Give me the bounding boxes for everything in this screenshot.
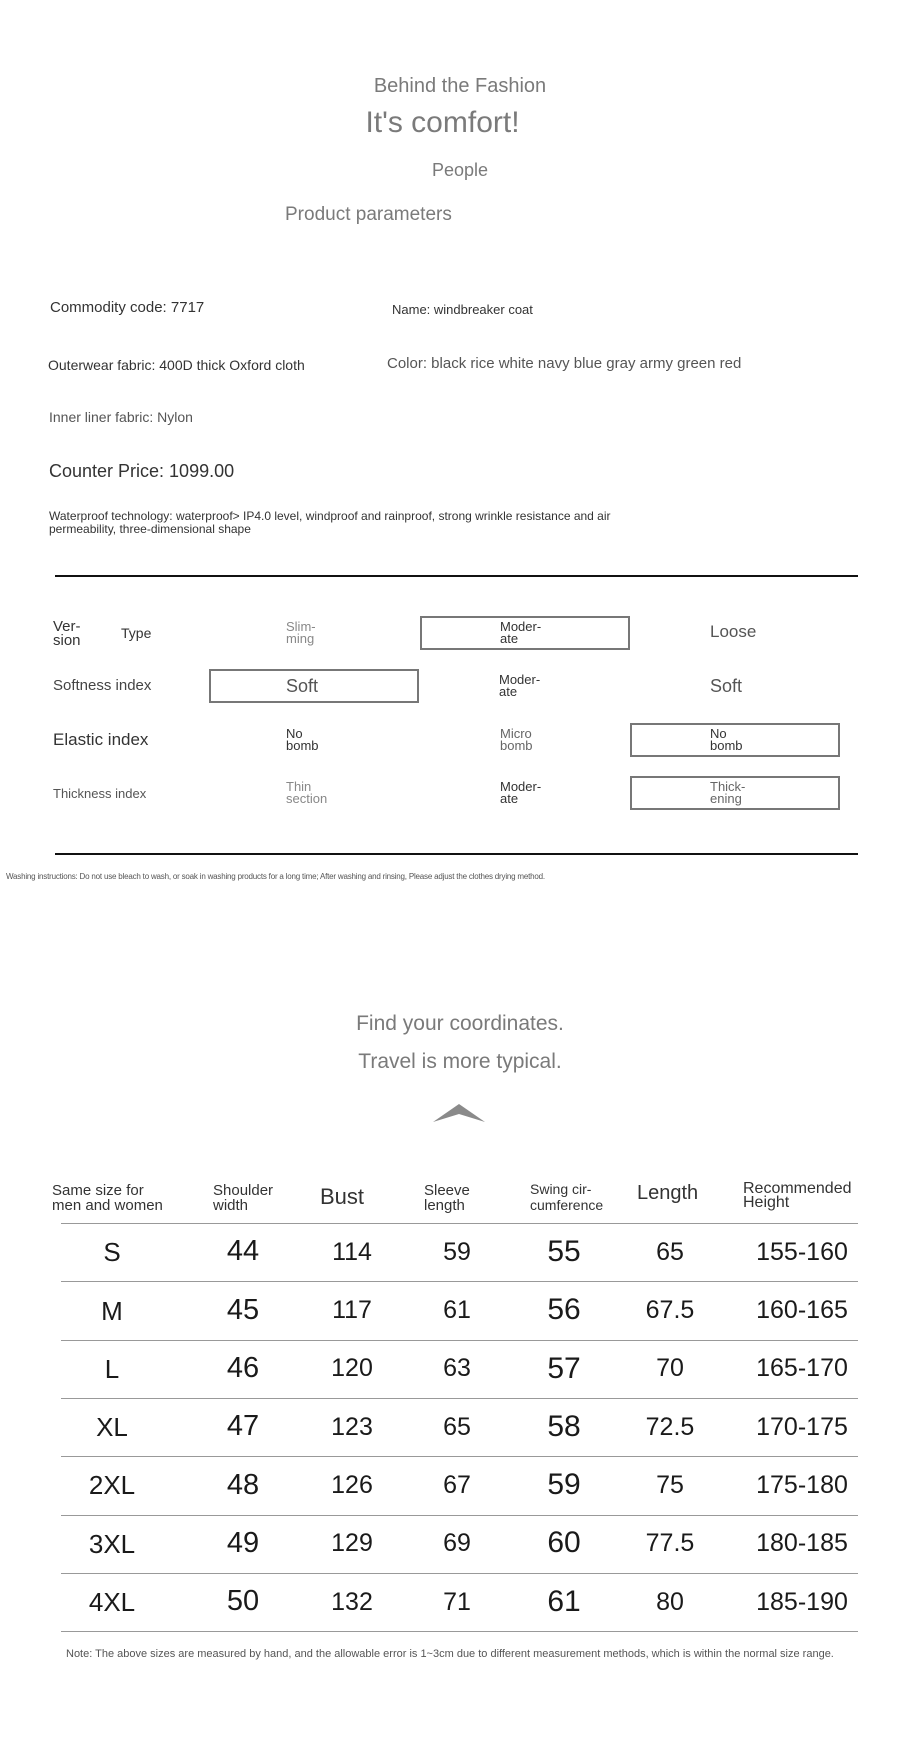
elastic-option-micro-bomb-line-1: Micro [500,726,532,741]
product-name: Name: windbreaker coat [392,302,533,317]
header-tag: People [431,160,489,180]
cell-bust: 129 [331,1529,373,1558]
cell-swing: 61 [547,1584,581,1618]
cell-sleeve: 63 [443,1354,471,1383]
cell-height: 165-170 [756,1354,848,1383]
cell-bust: 120 [331,1354,373,1383]
elastic-option-no-bomb [286,728,319,752]
table-row-divider [61,1398,858,1399]
softness-option-soft-2: Soft [710,676,743,696]
cell-sleeve: 65 [443,1412,471,1441]
header-size [52,1183,163,1213]
elastic-option-no-bomb-2-line-2: bomb [710,738,743,753]
header-swing-line-2: cumference [530,1197,604,1213]
counter-price: Counter Price: 1099.00 [49,461,235,481]
version-option-loose: Loose [710,622,757,641]
cell-size: 4XL [88,1587,136,1617]
version-option-moderate [500,621,541,645]
elastic-option-no-bomb-line-2: bomb [286,738,319,753]
cell-length: 70 [656,1354,684,1383]
cell-length: 80 [656,1587,684,1616]
cell-height: 185-190 [756,1587,848,1616]
cell-bust: 132 [331,1587,373,1616]
cell-sleeve: 67 [443,1470,471,1499]
thickness-option-thin-line-1: Thin [286,779,312,794]
header-swing [530,1181,603,1213]
coordinates-line-1: Find your coordinates. [356,1012,564,1035]
thickness-option-thin-line-2: section [286,791,328,806]
header-subtitle: Behind the Fashion [373,75,547,97]
version-type-label: Type [121,625,152,641]
cell-height: 155-160 [756,1237,848,1266]
cell-sleeve: 59 [443,1237,471,1266]
section-title: Product parameters [285,204,452,225]
cell-height: 175-180 [756,1470,848,1499]
cell-length: 75 [656,1470,684,1499]
version-option-moderate-line-2: ate [500,631,519,646]
waterproof-line-2: permeability, three-dimensional shape [49,522,251,536]
divider-top [55,575,858,577]
product-color: Color: black rice white navy blue gray army green red [387,355,742,372]
table-row-divider [61,1515,858,1516]
elastic-option-micro-bomb-line-2: bomb [500,738,533,753]
cell-height: 180-185 [756,1529,848,1558]
cell-shoulder: 45 [226,1293,260,1326]
header-sleeve [424,1183,470,1213]
cell-swing: 59 [547,1468,581,1502]
thickness-option-moderate-line-2: ate [500,791,519,806]
version-label [53,620,81,648]
divider-bottom [55,853,858,855]
elastic-option-no-bomb-2-line-1: No [710,726,727,741]
cell-length: 77.5 [645,1529,695,1558]
cell-sleeve: 69 [443,1529,471,1558]
cell-size: XL [96,1412,128,1443]
table-row-divider [61,1281,858,1282]
liner-fabric: Inner liner fabric: Nylon [49,409,193,425]
version-option-moderate-line-1: Moder- [500,619,542,634]
header-height-line-2: Height [743,1194,790,1211]
header-bust: Bust [320,1184,365,1209]
version-label-line-2: sion [53,632,81,649]
thickness-label: Thickness index [53,786,147,801]
header-sleeve-line-1: Sleeve [424,1182,470,1199]
version-option-slimming [286,621,316,645]
cell-bust: 114 [332,1237,372,1266]
elastic-option-no-bomb-2 [710,728,743,752]
table-row-divider [61,1223,858,1224]
cell-length: 65 [656,1237,684,1266]
header-title: It's comfort! [365,106,520,139]
header-size-line-1: Same size for [52,1182,144,1199]
cell-sleeve: 71 [443,1587,471,1616]
header-size-line-2: men and women [52,1197,163,1214]
cell-size: S [103,1237,121,1268]
thickness-option-thickening-line-1: Thick- [710,779,746,794]
waterproof-line-1: Waterproof technology: waterproof> IP4.0 level, windproof and rainproof, strong wrinkle resistance and air [49,509,611,523]
header-height [743,1182,852,1210]
cell-shoulder: 44 [226,1235,260,1268]
cell-swing: 60 [547,1526,581,1560]
cell-sleeve: 61 [443,1296,471,1325]
cell-size: 3XL [88,1528,136,1559]
cell-shoulder: 49 [226,1526,260,1559]
table-row-divider [61,1340,858,1341]
header-sleeve-line-2: length [424,1197,465,1214]
table-row-divider [61,1631,858,1632]
cell-size: 2XL [88,1470,136,1501]
thickness-option-moderate [500,781,541,805]
waterproof-tech [49,510,611,536]
version-option-slimming-line-2: ming [286,631,315,646]
softness-option-moderate-line-2: ate [499,684,518,699]
header-height-line-1: Recommended [743,1180,852,1197]
header-swing-line-1: Swing cir- [530,1181,592,1197]
chevron-up-icon [433,1102,485,1124]
cell-length: 72.5 [645,1412,695,1441]
version-option-slimming-line-1: Slim- [286,619,316,634]
cell-swing: 57 [547,1351,581,1385]
elastic-option-no-bomb-line-1: No [286,726,303,741]
cell-length: 67.5 [645,1296,695,1325]
cell-shoulder: 50 [226,1585,260,1618]
thickness-option-thickening-line-2: ening [710,791,742,806]
commodity-code: Commodity code: 7717 [50,299,205,316]
elastic-label: Elastic index [53,730,149,749]
thickness-option-moderate-line-1: Moder- [500,779,542,794]
header-shoulder-line-1: Shoulder [213,1182,274,1199]
cell-size: M [101,1295,123,1326]
table-row-divider [61,1456,858,1457]
outer-fabric: Outerwear fabric: 400D thick Oxford cloth [48,357,305,373]
cell-swing: 58 [547,1409,581,1443]
cell-swing: 56 [547,1293,581,1327]
cell-height: 160-165 [756,1296,848,1325]
cell-swing: 55 [547,1234,581,1268]
cell-shoulder: 48 [226,1468,260,1501]
header-shoulder-line-2: width [213,1197,249,1214]
softness-option-moderate-line-1: Moder- [499,672,541,687]
header-shoulder [213,1183,273,1213]
header-length: Length [637,1182,699,1204]
thickness-option-thin [286,781,327,805]
cell-bust: 123 [331,1412,373,1441]
softness-option-soft: Soft [286,676,319,696]
cell-shoulder: 46 [226,1352,260,1385]
elastic-option-micro-bomb [500,728,533,752]
cell-size: L [104,1353,120,1384]
coordinates-line-2: Travel is more typical. [358,1050,562,1073]
measurement-note: Note: The above sizes are measured by hand, and the allowable error is 1~3cm due to different measurement methods, which is within the normal size range. [66,1648,834,1660]
cell-bust: 117 [332,1296,372,1325]
version-label-line-1: Ver- [53,618,81,635]
cell-bust: 126 [331,1470,373,1499]
cell-shoulder: 47 [226,1410,260,1443]
washing-instructions: Washing instructions: Do not use bleach to wash, or soak in washing products for a long time; After washing and rinsing, Please adjust the clothes drying method. [6,872,545,881]
softness-option-moderate [499,674,540,698]
softness-label: Softness index [53,677,152,694]
thickness-option-thickening [710,781,745,805]
table-row-divider [61,1573,858,1574]
cell-height: 170-175 [756,1412,848,1441]
